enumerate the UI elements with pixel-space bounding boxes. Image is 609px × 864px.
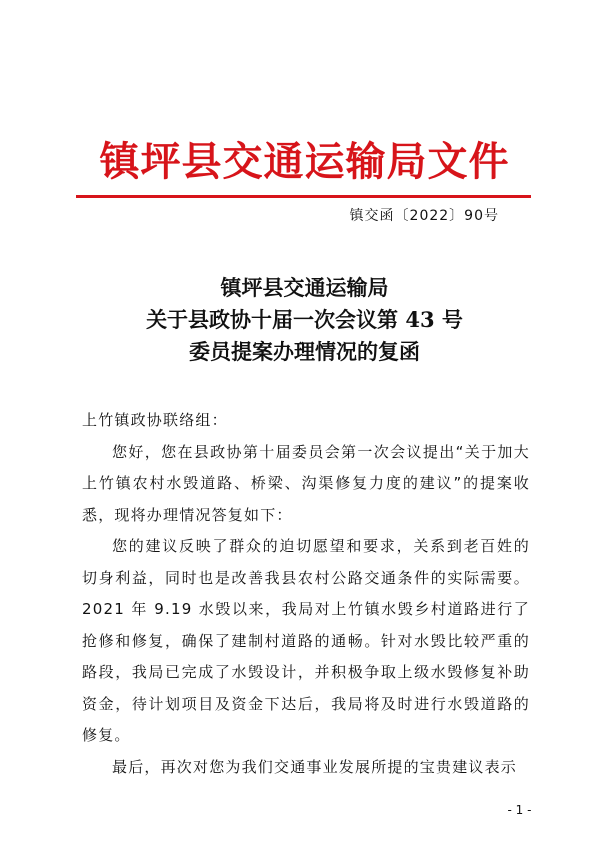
page-number: - 1 - (507, 803, 532, 817)
title-line-2: 关于县政协十届一次会议第 43 号 (146, 307, 463, 332)
salutation: 上竹镇政协联络组： (82, 411, 228, 429)
document-header-title: 镇坪县交通运输局文件 (99, 138, 510, 185)
paragraph-3: 最后，再次对您为我们交通事业发展所提的宝贵建议表示 (112, 757, 518, 776)
letter-body (82, 405, 530, 783)
paragraph-1: 您好，您在县政协第十届委员会第一次会议提出“关于加大上竹镇农村水毁道路、桥梁、沟渠修复力度的建议”的提案收悉，现将办理情况答复如下： (82, 442, 530, 524)
title-line-1: 镇坪县交通运输局 (220, 275, 389, 300)
paragraph-2: 您的建议反映了群众的迫切愿望和要求，关系到老百姓的切身利益，同时也是改善我县农村公路交通条件的实际需要。2021 年 9.19 水毁以来，我局对上竹镇水毁乡村道路进行了抢修和修复，确保了建制村道路的通畅。针对水毁比较严重的路段，我局已完成了水毁设计，并积极争取上级水毁修复补助资金，待计划项目及资金下达后，我局将及时进行水毁道路的修复。 (82, 537, 530, 744)
document-number: 镇交函〔2022〕90号 (349, 208, 499, 224)
reply-title (0, 272, 609, 368)
title-line-3: 委员提案办理情况的复函 (189, 339, 420, 364)
header-red-rule (76, 195, 531, 198)
